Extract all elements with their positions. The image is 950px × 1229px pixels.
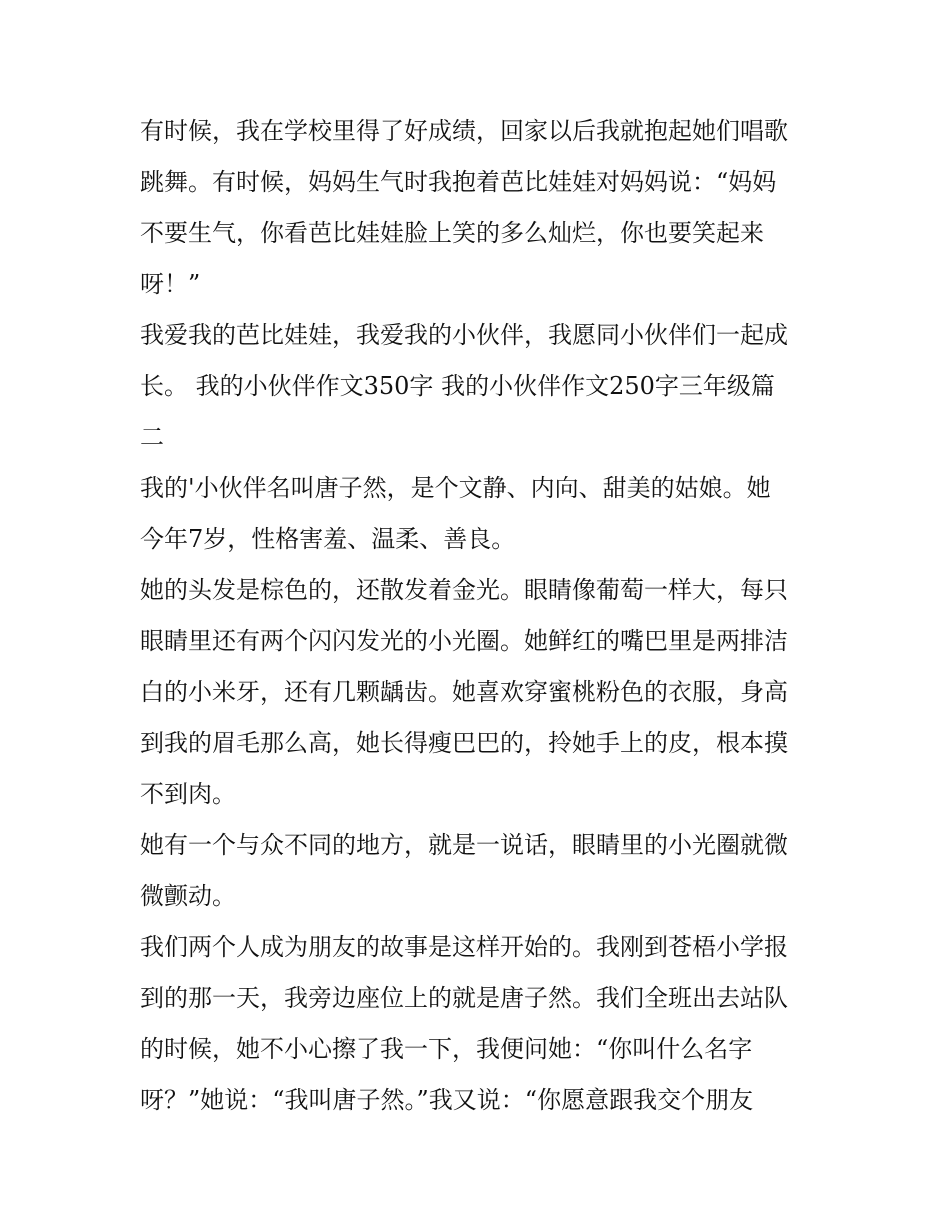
text-line: 不要生气，你看芭比娃娃脸上笑的多么灿烂，你也要笑起来 — [140, 219, 764, 247]
text-line: 我们两个人成为朋友的故事是这样开始的。我刚到苍梧小学报 — [140, 933, 788, 961]
text-line: 有时候，我在学校里得了好成绩，回家以后我就抱起她们唱歌 — [140, 117, 788, 145]
document-body — [140, 106, 820, 1126]
text-line: 到的那一天，我旁边座位上的就是唐子然。我们全班出去站队 — [140, 984, 788, 1012]
text-line: 她有一个与众不同的地方，就是一说话，眼睛里的小光圈就微 — [140, 831, 788, 859]
text-line: 长。 我的小伙伴作文350字 我的小伙伴作文250字三年级篇 — [140, 372, 775, 400]
text-line: 我爱我的芭比娃娃，我爱我的小伙伴，我愿同小伙伴们一起成 — [140, 321, 788, 349]
text-line: 微颤动。 — [140, 882, 236, 910]
text-line: 到我的眉毛那么高，她长得瘦巴巴的，拎她手上的皮，根本摸 — [140, 729, 788, 757]
text-line: 她的头发是棕色的，还散发着金光。眼睛像葡萄一样大，每只 — [140, 576, 788, 604]
text-line: 呀！” — [140, 270, 201, 298]
text-line: 眼睛里还有两个闪闪发光的小光圈。她鲜红的嘴巴里是两排洁 — [140, 627, 788, 655]
text-line: 不到肉。 — [140, 780, 236, 808]
text-line: 我的'小伙伴名叫唐子然，是个文静、内向、甜美的姑娘。她 — [140, 474, 771, 502]
text-line: 跳舞。有时候，妈妈生气时我抱着芭比娃娃对妈妈说：“妈妈 — [140, 168, 777, 196]
text-line: 呀？”她说：“我叫唐子然。”我又说：“你愿意跟我交个朋友 — [140, 1086, 754, 1114]
text-line: 白的小米牙，还有几颗龋齿。她喜欢穿蜜桃粉色的衣服，身高 — [140, 678, 788, 706]
text-line: 的时候，她不小心擦了我一下，我便问她：“你叫什么名字 — [140, 1035, 753, 1063]
text-line: 今年7岁，性格害羞、温柔、善良。 — [140, 525, 516, 553]
text-line: 二 — [140, 423, 164, 451]
